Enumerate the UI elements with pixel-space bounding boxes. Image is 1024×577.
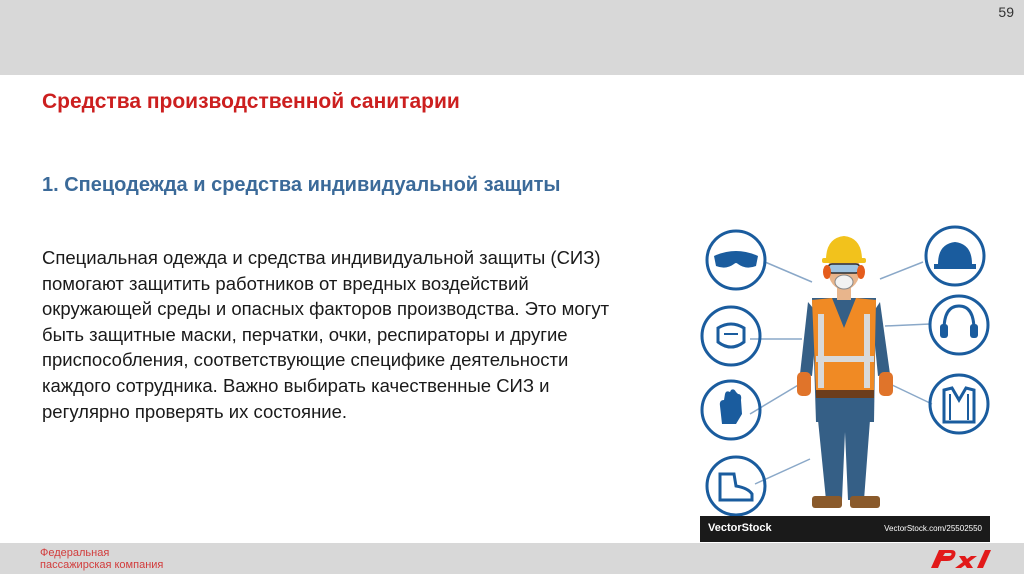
slide-title: Средства производственной санитарии bbox=[42, 90, 460, 113]
company-line-1: Федеральная bbox=[40, 547, 110, 559]
top-bar bbox=[0, 0, 1024, 75]
company-name bbox=[40, 547, 163, 571]
company-line-2: пассажирская компания bbox=[40, 559, 164, 571]
watermark-url: VectorStock.com/25502550 bbox=[884, 524, 982, 533]
ppe-illustration bbox=[700, 224, 990, 542]
watermark-bar bbox=[700, 516, 990, 542]
watermark-brand: VectorStock bbox=[708, 522, 772, 534]
respirator-icon bbox=[702, 307, 760, 365]
slide-number: 59 bbox=[998, 4, 1014, 20]
hard-hat-icon bbox=[926, 227, 984, 285]
glove-icon bbox=[702, 381, 760, 439]
boot-icon bbox=[707, 457, 765, 515]
goggles-icon bbox=[707, 231, 765, 289]
slide-subtitle: 1. Спецодежда и средства индивидуальной защиты bbox=[42, 174, 561, 196]
worker-figure bbox=[797, 236, 893, 508]
rzd-logo bbox=[925, 544, 995, 572]
body-text: Специальная одежда и средства индивидуальной защиты (СИЗ) помогают защитить работников от вредных воздействий окружающей среды и опасных факторов производства. Это могут быть защитные маски, перчатки, очки, респираторы и другие приспособления, соответствующие специфике деятельности каждого сотрудника. Важно выбирать качественные СИЗ и регулярно проверять их состояние. bbox=[42, 247, 610, 422]
ear-muffs-icon bbox=[930, 296, 988, 354]
safety-vest-icon bbox=[930, 375, 988, 433]
